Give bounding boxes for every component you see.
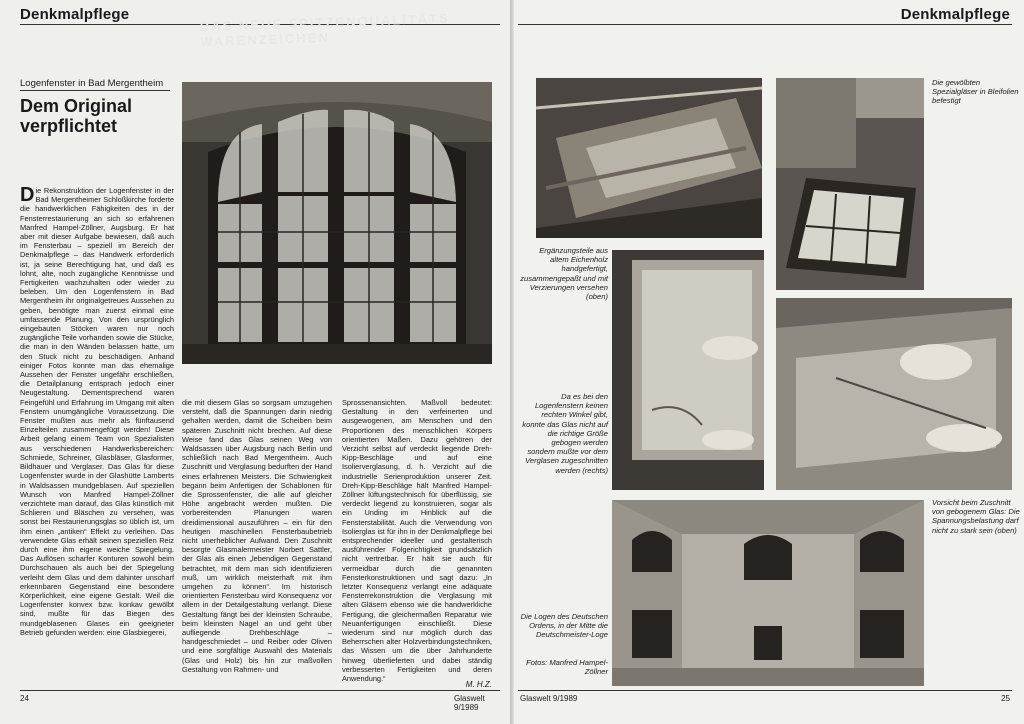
article-headline (20, 96, 180, 136)
text-column-2 (182, 398, 332, 690)
text-column-1 (20, 186, 174, 686)
magazine-issue: Glaswelt 9/1989 (520, 694, 578, 703)
photo-cutting-glass (776, 298, 1012, 490)
text-column-3 (342, 398, 492, 684)
footer-rule (518, 690, 1012, 691)
headline-line-1: Dem Original (20, 96, 133, 116)
photo-arched-window (182, 82, 492, 364)
column-1-text: ie Rekonstruktion der Logenfenster in der Bad Mergentheimer Schloßkirche forderte die handwerklichen Fähigkeiten des in der Fensterrestaurierung an sich so erfahrenen Manfred Hampel-Zöllner, Augsburg. Er hat aber mit dieser Aufgabe bewiesen, daß auch im Fensterbau – speziell im Bereich der Denkmalpflege – das Handwerk erforderlich ist, ja seine Berechtigung hat, und daß es lohnt, alte, noch zugängliche Kenntnisse und Fertigkeiten wachzuhalten oder wieder zu beleben. Um den Logenfenstern in Bad Mergentheim ihr originalgetreues Aussehen zu geben, benötigte man zuerst einmal eine umfassende Planung. Von den ursprünglich eingebauten Stöcken waren nur noch zugängliche Teile vorhanden sowie die Stücke, die man in den Wänden belassen hatte, um den Stuck nicht zu beschädigen. Anhand einiger Fotos konnte man das ehemalige Aussehen der Fenster ungefähr erschließen, die Detailplanung entsprach jedoch einer Neugestaltung. Dementsprechend waren Feingefühl und Erfahrung im Umgang mit alten Fenstern unumgängliche Voraussetzung. Die Fenster mußten aus mehr als fünftausend Einzelteilen zusammengefügt werden! Diese Arbeit gelang einem Team von Spezialisten aus verschiedenen Handwerksbereichen: Schmiede, Schreiner, Glasbläser, Glasformer, Bildhauer und Verglaser. Das Glas für diese Logenfenster wurde in der Glashütte Lamberts in Waldsassen mundgeblasen. Auf speziellen Wunsch von Manfred Hampel-Zöllner verzichtete man darauf, das Glas künstlich mit Schlieren und Bläschen zu versehen, was sonst bei Restaurierungsglas so üblich ist, um ihm einen „antiken“ Effekt zu verleihen. Das verwendete Glas erhält seinen speziellen Reiz durch eine ihm eigene weiche Spiegelung. Das Auflösen scharfer Konturen sowohl beim Durchschauen als auch bei der Spiegelung verleiht dem Glas und dem dahinter unscharf erkennbaren Gegenstand eine besondere Körperlichkeit, eine eigene Gestalt. Weil die Logenfenster konvex bzw. konkav gewölbt sind, mußte für das Biegen des mundgeblasenen Glases ein geeigneter Betrieb gefunden werden: eine Glasbiegerei, (20, 186, 174, 637)
magazine-issue: Glaswelt 9/1989 (454, 694, 485, 712)
column-3-text: Sprossenansichten. Maßvoll bedeutet: Gestaltung in den verfeinerten und ausgewogenen, am Menschen und den Proportionen des menschlichen Körpers orientierten Maßen. Dazu gehören der Verzicht selbst auf verdeckt liegende Dreh-Kipp-Beschläge und auf eine Isolierverglasung, d. h. Verzicht auf die industrielle Serienproduktion unserer Zeit. Dreh-Kipp-Beschläge hält Manfred Hampel-Zöllner lüftungstechnisch für überflüssig, sie verdeckt liegend zu konstruieren, sogar als ein Unding im Hinblick auf die Fensterstabilität. Auch die Verwendung von Isolierglas ist für ihn in der Denkmalpflege bei entsprechender ideeller und gestalterisch ausführender Folgerichtigkeit grundsätzlich nicht vertretbar. Er hält sie auch für vermeidbar durch die genannten Fensterkonstruktionen und sagt dazu: „In letzter Konsequenz verlangt eine adäquate Fensterrekonstruktion die Verglasung mit alten Gläsern ebenso wie die handwerkliche Fertigung, die gleichermaßen Reparatur wie Neuanfertigungen einschließt. Diese wiederum sind nur möglich durch das Beherrschen alter Holzverbindungstechniken, das Wissen um die über Jahrhunderte hinweg überlieferten und dabei ständig verbesserten Fertigkeiten und deren Anwendung.“ (342, 398, 492, 684)
photo-hands-glass (612, 250, 764, 490)
caption-left-2: Da es bei den Logenfenstern keinen rechten Winkel gibt, konnte das Glas nicht auf die richtige Größe gebogen werden sondern mußte vor dem Verglasen zugeschnitten werden (rechts) (522, 392, 608, 475)
section-heading: Denkmalpflege (900, 6, 1010, 23)
header-rule (518, 24, 1012, 25)
photo-church-loges (612, 500, 924, 686)
footer-rule (20, 690, 500, 691)
left-page (0, 0, 510, 724)
photo-workbench (536, 78, 762, 238)
page-number: 25 (1001, 694, 1010, 703)
page-number: 24 (20, 694, 29, 703)
author-signature: M. H.Z. (465, 680, 492, 689)
section-heading: Denkmalpflege (20, 6, 130, 23)
right-page (514, 0, 1024, 724)
article-kicker: Logenfenster in Bad Mergentheim (20, 78, 170, 91)
ghost-banner-text: DAS NEUE SPITZENQUALITÄTS WARENZEICHEN (199, 10, 451, 50)
drop-cap: D (20, 184, 35, 206)
column-2-text: die mit diesem Glas so sorgsam umzugehen versteht, daß die Spannungen darin niedrig gehalten werden, damit die Scheiben beim späteren Zuschnitt nicht brechen. Auf diese Weise fand das Glas seinen Weg von Waldsassen über Augsburg nach Berlin und schließlich nach Bad Mergentheim. Auch Zuschnitt und Verglasung bedurften der Hand eines erfahrenen Meisters. Die Schwierigkeit begann beim Anfertigen der Schablonen für die Sprossenfenster, die alle auf gleicher Höhe angebracht werden mußten. Die vorbereitenden Planungen waren dreidimensional auszuführen – ein für den heutigen maschinellen Fensterbaubetrieb nicht unerheblicher Aufwand. Den Zuschnitt besorgte Glasmalermeister Norbert Sattler, der Glas als einen „lebendigen Gegenstand betrachtet, mit dem man sich identifizieren muß, um wirklich meisterhaft mit ihm umgehen zu können“. Im historisch orientierten Fensterbau wird Konsequenz vor allem in der Detailgestaltung verlangt. Diese Gestaltung fängt bei der kleinsten Schraube, beim kleinsten Nagel an und geht über aufliegende Drehbeschläge – handgeschmiedet – und Reiber oder Oliven und eine sorgfältige Auswahl des Materials (Glas und Holz) bis hin zur maßvollen Gestaltung von Rahmen- und (182, 398, 332, 674)
caption-left-bottom-1: Die Logen des Deutschen Ordens, in der Mitte die Deutschmeister-Loge (520, 612, 608, 640)
caption-left-1: Ergänzungsteile aus altem Eichenholz handgefertigt, zusammengepaßt und mit Verzierungen versehen (oben) (520, 246, 608, 302)
caption-left-bottom-2: Fotos: Manfred Hampel-Zöllner (526, 658, 608, 677)
caption-right-bottom: Vorsicht beim Zuschnitt von gebogenem Glas: Die Spannungsbelastung darf nicht zu stark sein (oben) (932, 498, 1020, 535)
headline-line-2: verpflichtet (20, 116, 118, 136)
caption-top-right: Die gewölbten Spezialgläser in Bleifolien befestigt (932, 78, 1019, 106)
photo-window-sash (776, 78, 924, 290)
